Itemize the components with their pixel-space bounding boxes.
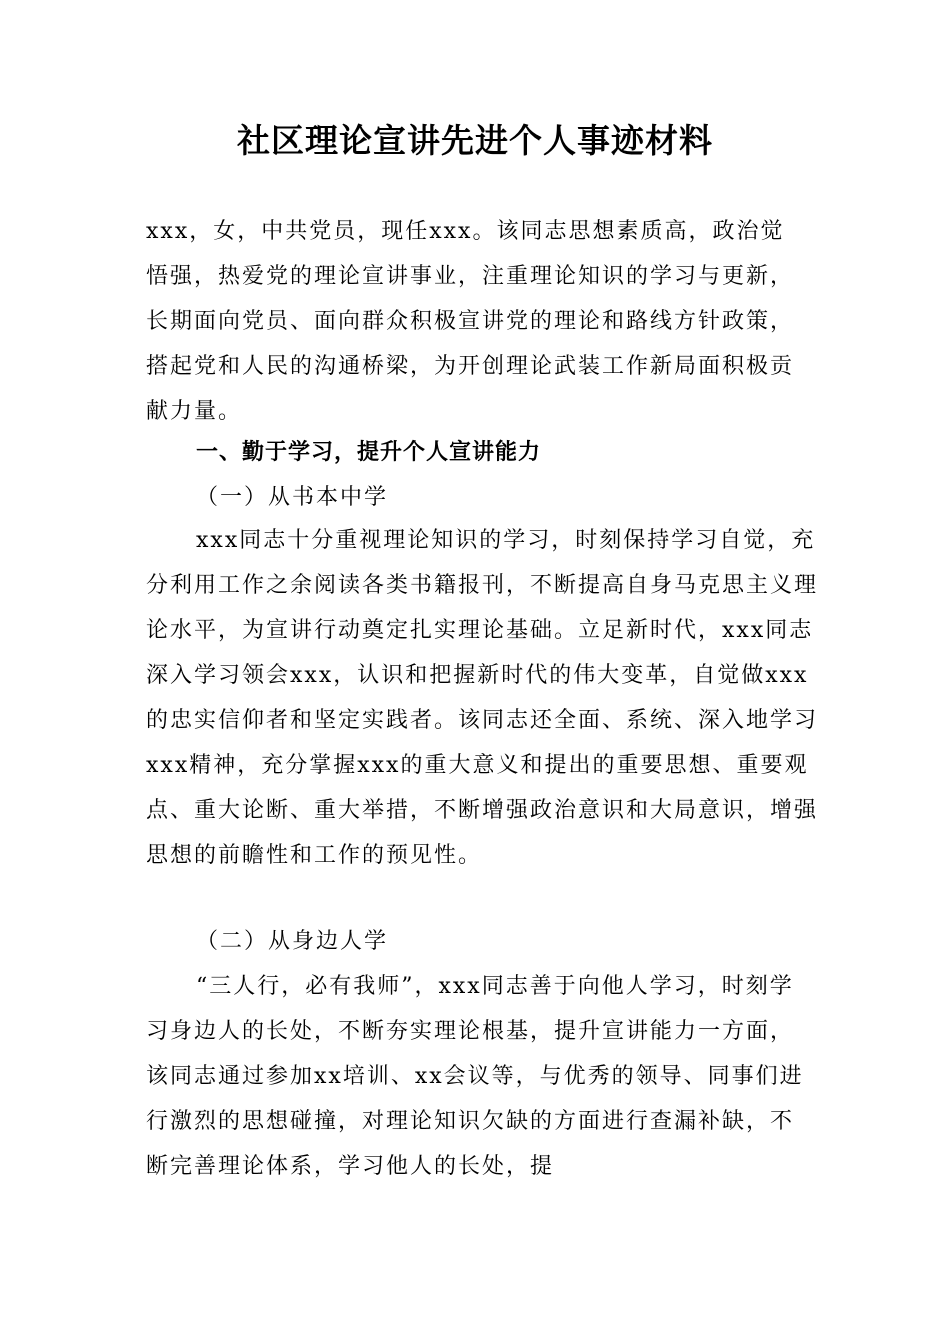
subsection-1-paragraph: xxx同志十分重视理论知识的学习，时刻保持学习自觉，充分利用工作之余阅读各类书籍报刊，不断提高自身马克思主义理论水平，为宣讲行动奠定扎实理论基础。立足新时代，xxx同志深入学习领会xxx，认识和把握新时代的伟大变革，自觉做xxx的忠实信仰者和坚定实践者。该同志还全面、系统、深入地学习xxx精神，充分掌握xxx的重大意义和提出的重要思想、重要观点、重大论断、重大举措，不断增强政治意识和大局意识，增强思想的前瞻性和工作的预见性。 (146, 528, 819, 868)
subsection-heading-1: （一）从书本中学 (196, 485, 389, 510)
intro-paragraph: xxx，女，中共党员，现任xxx。该同志思想素质高，政治觉悟强，热爱党的理论宣讲事业，注重理论知识的学习与更新，长期面向党员、面向群众积极宣讲党的理论和路线方针政策，搭起党和人民的沟通桥梁，为开创理论武装工作新局面积极贡献力量。 (146, 219, 795, 424)
subsection-heading-2: （二）从身边人学 (196, 929, 389, 954)
section-heading-1: 一、勤于学习，提升个人宣讲能力 (196, 440, 542, 465)
subsection-2-paragraph: “三人行，必有我师”，xxx同志善于向他人学习，时刻学习身边人的长处，不断夯实理论根基，提升宣讲能力一方面，该同志通过参加xx培训、xx会议等，与优秀的领导、同事们进行激烈的思想碰撞，对理论知识欠缺的方面进行查漏补缺，不断完善理论体系，学习他人的长处，提 (146, 974, 804, 1179)
document-title: 社区理论宣讲先进个人事迹材料 (237, 121, 713, 160)
